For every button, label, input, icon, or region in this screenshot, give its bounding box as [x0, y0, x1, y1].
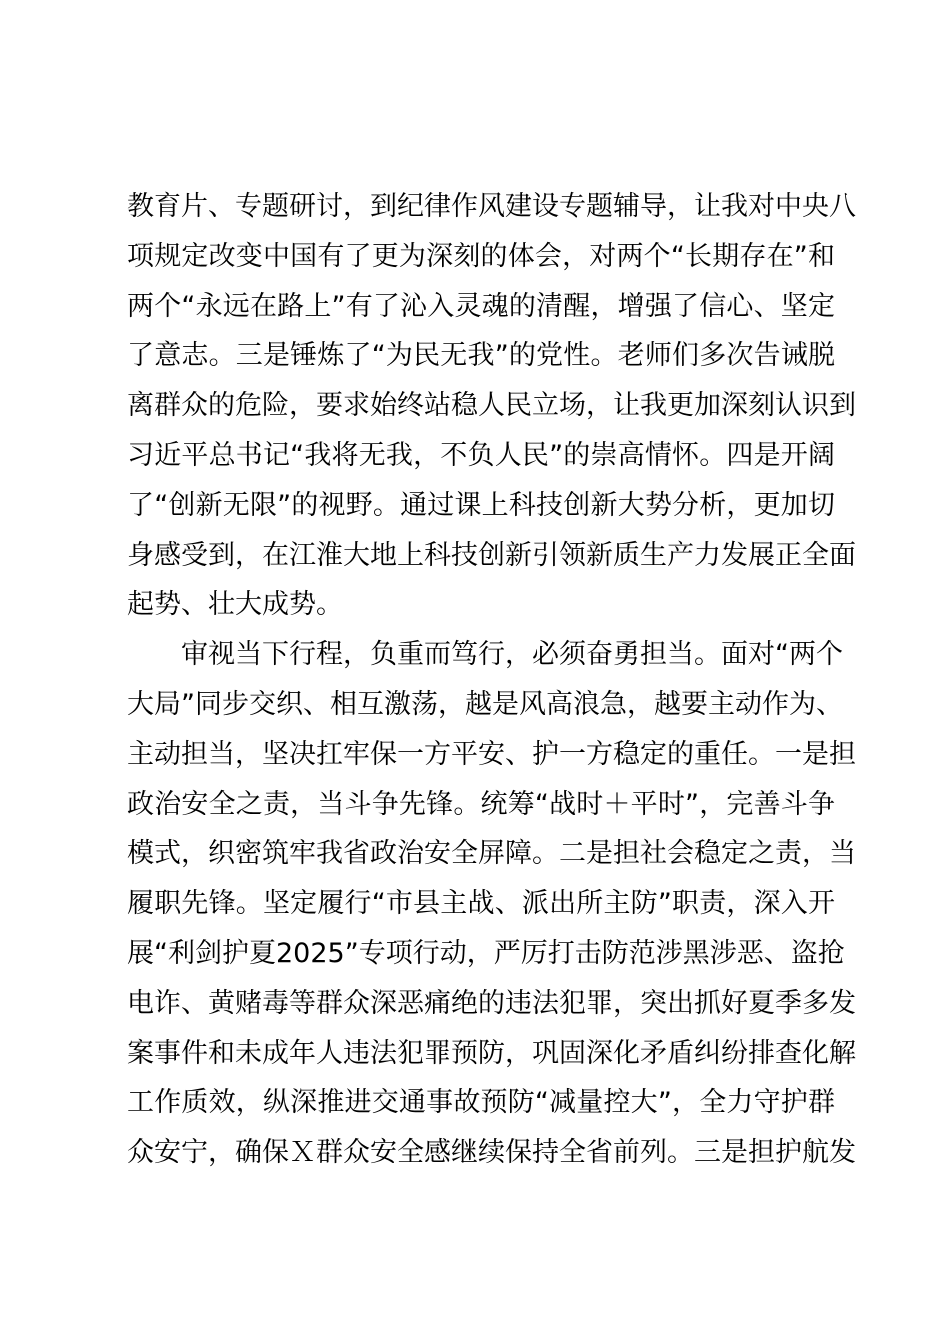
text-line: 案事件和未成年人违法犯罪预防，巩固深化矛盾纠纷排查化解 — [127, 1037, 856, 1069]
text-line: 展“利剑护夏2025”专项行动，严厉打击防范涉黑涉恶、盗抢 — [127, 937, 845, 969]
text-line: 了“创新无限”的视野。通过课上科技创新大势分析，更加切 — [127, 489, 835, 521]
text-line: 教育片、专题研讨，到纪律作风建设专题辅导，让我对中央八 — [127, 191, 856, 222]
text-line: 审视当下行程，负重而笃行，必须奋勇担当。面对“两个 — [181, 639, 843, 671]
text-line: 习近平总书记“我将无我，不负人民”的崇高情怀。四是开阔 — [127, 439, 835, 471]
document-body — [127, 182, 856, 1178]
text-line: 政治安全之责，当斗争先锋。统筹“战时＋平时”，完善斗争 — [127, 788, 835, 820]
text-line: 众安宁，确保Ｘ群众安全感继续保持全省前列。三是担护航发 — [127, 1137, 856, 1169]
text-line: 大局”同步交织、相互激荡，越是风高浪急，越要主动作为、 — [127, 688, 843, 720]
text-line: 起势、壮大成势。 — [127, 589, 343, 621]
text-line: 了意志。三是锤炼了“为民无我”的党性。老师们多次告诫脱 — [127, 340, 835, 372]
paragraph-1 — [127, 182, 856, 630]
text-line: 项规定改变中国有了更为深刻的体会，对两个“长期存在”和 — [127, 240, 835, 272]
text-line: 主动担当，坚决扛牢保一方平安、护一方稳定的重任。一是担 — [127, 738, 856, 770]
text-line: 离群众的危险，要求始终站稳人民立场，让我更加深刻认识到 — [127, 390, 856, 422]
text-line: 履职先锋。坚定履行“市县主战、派出所主防”职责，深入开 — [127, 888, 835, 920]
text-line: 两个“永远在路上”有了沁入灵魂的清醒，增强了信心、坚定 — [127, 290, 835, 322]
text-line: 电诈、黄赌毒等群众深恶痛绝的违法犯罪，突出抓好夏季多发 — [127, 987, 856, 1019]
text-line: 模式，织密筑牢我省政治安全屏障。二是担社会稳定之责，当 — [127, 838, 856, 870]
text-line: 身感受到，在江淮大地上科技创新引领新质生产力发展正全面 — [127, 539, 856, 571]
text-line: 工作质效，纵深推进交通事故预防“减量控大”，全力守护群 — [127, 1087, 835, 1119]
paragraph-2 — [127, 630, 856, 1178]
